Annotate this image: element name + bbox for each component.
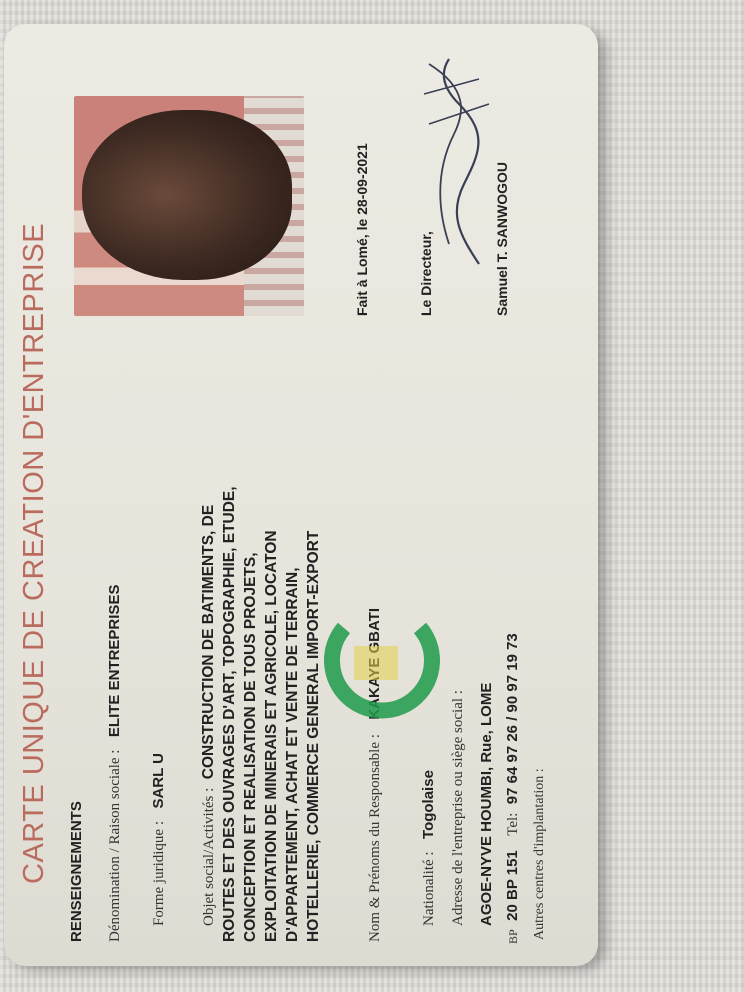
adresse-value: AGOE-NYVE HOUMBI, Rue, LOME	[478, 682, 495, 926]
objet-line: ROUTES ET DES OUVRAGES D'ART, TOPOGRAPHIE, ETUDE,	[221, 486, 238, 942]
bp-prefix: BP	[506, 929, 520, 944]
objet-line: CONCEPTION ET REALISATION DE TOUS PROJETS,	[242, 552, 259, 942]
section-heading: RENSEIGNEMENTS	[68, 801, 85, 942]
bp-value: 20 BP 151	[504, 850, 521, 921]
nationalite-row	[420, 770, 438, 926]
objet-line: HOTELLERIE, COMMERCE GENERAL IMPORT-EXPORT	[305, 530, 322, 942]
director-title: Le Directeur,	[418, 231, 434, 316]
forme-row	[150, 753, 168, 926]
holder-photo	[74, 96, 304, 316]
card-content	[4, 24, 598, 966]
autres-label: Autres centres d'implantation :	[532, 768, 547, 940]
id-card	[4, 24, 598, 966]
objet-line: CONSTRUCTION DE BATIMENTS, DE	[200, 504, 217, 780]
denomination-row	[106, 585, 124, 942]
adresse-label: Adresse de l'entreprise ou siège social :	[450, 690, 466, 926]
forme-label: Forme juridique :	[151, 821, 167, 926]
nationalite-value: Togolaise	[420, 770, 437, 839]
forme-value: SARL U	[150, 752, 167, 809]
tel-value: 97 64 97 26 / 90 97 19 73	[504, 633, 521, 805]
objet-line: EXPLOITATION DE MINERAIS ET AGRICOLE, LOCATON	[263, 530, 280, 942]
card-title: CARTE UNIQUE DE CREATION D'ENTREPRISE	[18, 222, 50, 884]
responsable-label: Nom & Prénoms du Responsable :	[367, 734, 383, 942]
objet-line: D'APPARTEMENT, ACHAT ET VENTE DE TERRAIN,	[284, 567, 301, 942]
photo-face	[82, 110, 292, 280]
nationalite-label: Nationalité :	[421, 851, 437, 926]
objet-label: Objet social/Activités :	[201, 787, 217, 926]
tel-label: Tel:	[505, 812, 521, 836]
contact-row	[504, 633, 522, 944]
objet-row	[198, 505, 219, 926]
director-name: Samuel T. SANWOGOU	[494, 161, 510, 316]
denomination-label: Dénomination / Raison sociale :	[107, 749, 123, 942]
cfe-logo-icon	[322, 604, 442, 724]
denomination-value: ELITE ENTREPRISES	[106, 584, 123, 738]
issue-date: Fait à Lomé, le 28-09-2021	[354, 143, 370, 316]
